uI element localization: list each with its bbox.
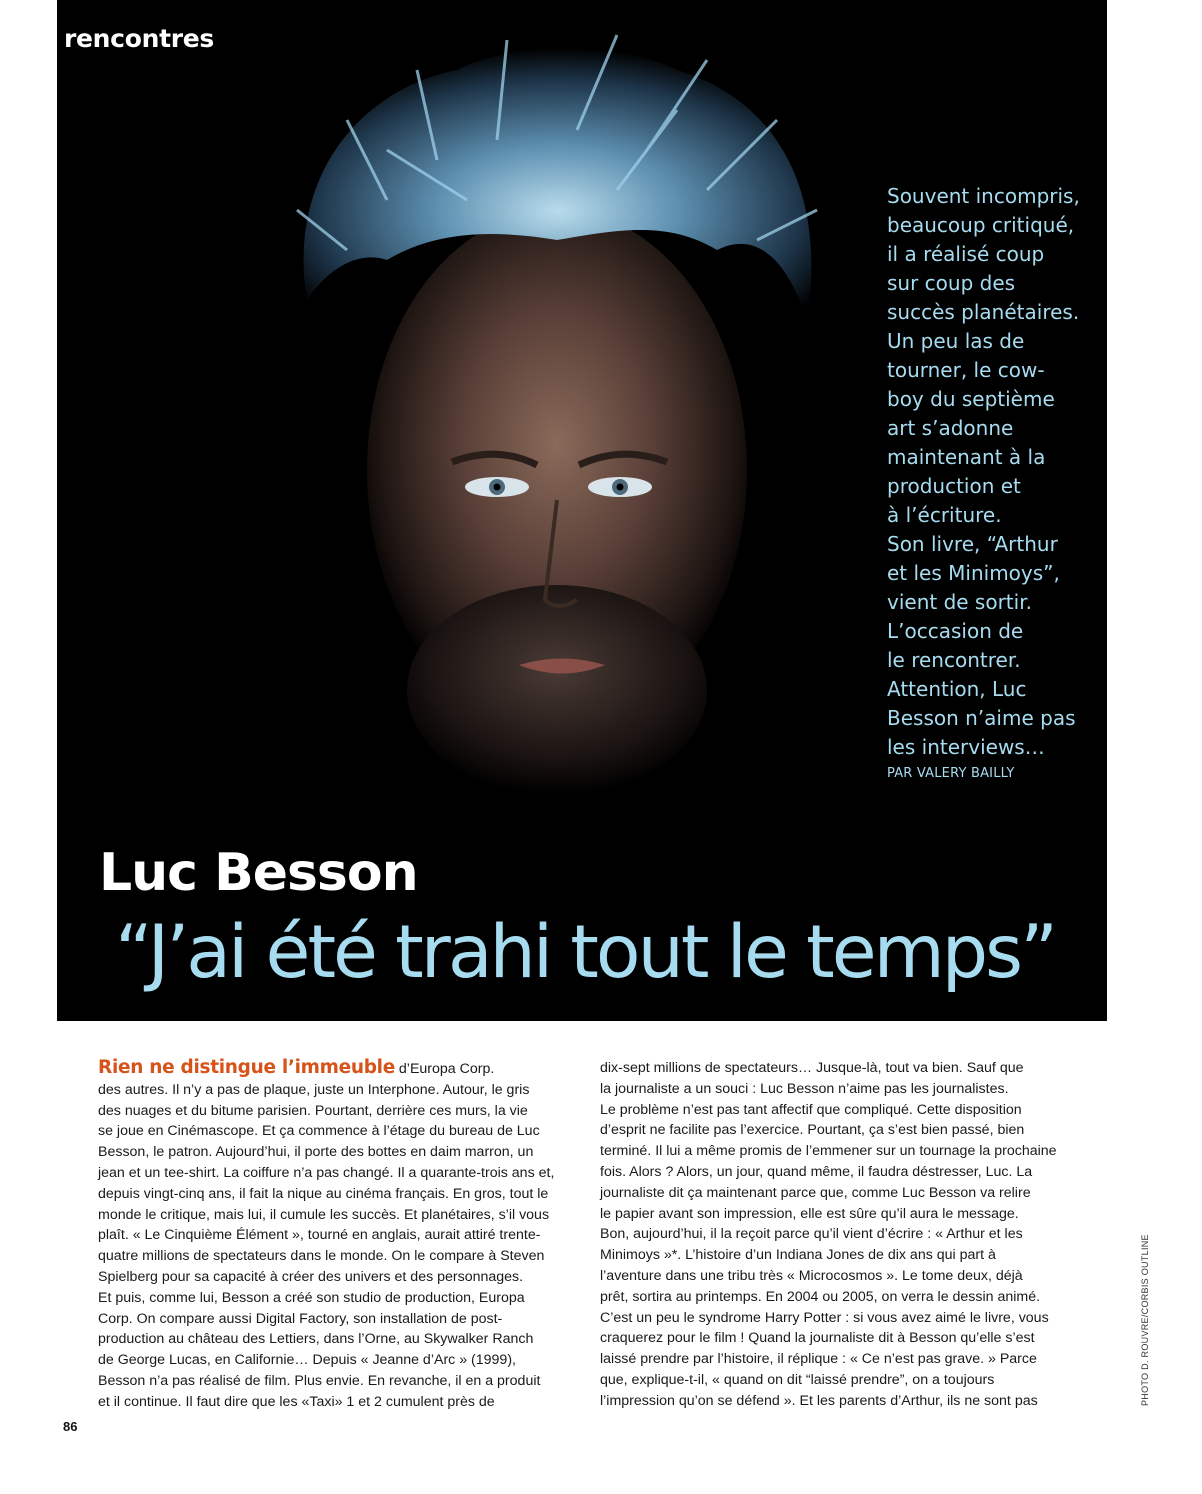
intro-line: art s’adonne [887,416,1014,440]
intro-line: Son livre, “Arthur [887,532,1058,556]
intro-line: Un peu las de [887,329,1025,353]
headline-quote: “J’ai été trahi tout le temps” [115,910,1055,995]
intro-line: L’occasion de [887,619,1024,643]
intro-line: à l’écriture. [887,503,1002,527]
body-line: fois. Alors ? Alors, un jour, quand même, il faudra déstresser, Luc. La [600,1163,1033,1180]
intro-line: production et [887,474,1021,498]
body-line: Besson, le patron. Aujourd’hui, il porte des bottes en daim marron, un [98,1144,534,1161]
intro-line: sur coup des [887,271,1016,295]
body-line: Besson n’a pas réalisé de film. Plus envie. En revanche, il en a produit [98,1372,541,1389]
body-line: journaliste dit ça maintenant parce que, comme Luc Besson va relire [600,1184,1031,1201]
intro-line: le rencontrer. [887,648,1021,672]
intro-line: tourner, le cow- [887,358,1045,382]
intro-text [887,182,1097,762]
intro-line: Souvent incompris, [887,184,1080,208]
lead-text: Rien ne distingue l’immeuble [98,1057,395,1078]
body-line: Le problème n’est pas tant affectif que compliqué. Cette disposition [600,1101,1022,1118]
body-line: Spielberg pour sa capacité à créer des univers et des personnages. [98,1268,524,1285]
body-line: depuis vingt-cinq ans, il fait la nique au cinéma français. En gros, tout le [98,1185,549,1202]
intro-line: et les Minimoys”, [887,561,1060,585]
body-line: se joue en Cinémascope. Et ça commence à l’étage du bureau de Luc [98,1123,540,1140]
body-line: quatre millions de spectateurs dans le monde. On le compare à Steven [98,1248,545,1265]
body-line: le papier avant son impression, elle est sûre qu’il aura le message. [600,1205,1019,1222]
body-line: dix-sept millions de spectateurs… Jusque-là, tout va bien. Sauf que [600,1060,1024,1076]
body-line: monde le critique, mais lui, il cumule les succès. Et planétaires, s’il vous [98,1206,550,1223]
intro-line: maintenant à la [887,445,1046,469]
intro-line: les interviews… [887,735,1045,759]
body-line: Et puis, comme lui, Besson a créé son studio de production, Europa [98,1289,525,1306]
intro-line: il a réalisé coup [887,242,1045,266]
intro-line: Besson n’aime pas [887,706,1076,730]
body-line: la journaliste a un souci : Luc Besson n’aime pas les journalistes. [600,1080,1009,1097]
intro-line: Attention, Luc [887,677,1027,701]
photo-credit [1128,1216,1150,1406]
intro-line: boy du septième [887,387,1055,411]
lead-rest: d’Europa Corp. [394,1061,495,1077]
body-line: que, explique-t-il, « quand on dit “laissé prendre”, on a toujours [600,1371,995,1388]
intro-line: vient de sortir. [887,590,1032,614]
article-column-right [600,1058,1057,1412]
photo-credit-text: PHOTO D. ROUVRE/CORBIS OUTLINE [1140,1234,1150,1406]
page-number: 86 [63,1419,78,1434]
body-line: l’aventure dans une tribu très « Microcosmos ». Le tome deux, déjà [600,1267,1023,1284]
body-line: C’est un peu le syndrome Harry Potter : si vous avez aimé le livre, vous [600,1309,1049,1326]
article-column-left [98,1057,555,1413]
body-line: Minimoys »*. L’histoire d’un Indiana Jones de dix ans qui part à [600,1247,996,1264]
body-line: laissé prendre par l’histoire, il réplique : « Ce n’est pas grave. » Parce [600,1351,1037,1368]
body-line: l’impression qu’on se défend ». Et les parents d’Arthur, ils ne sont pas [600,1392,1038,1409]
body-line: et il continue. Il faut dire que les «Taxi» 1 et 2 cumulent près de [98,1393,495,1410]
section-label: rencontres [64,24,214,53]
body-line: production au château des Lettiers, dans l’Orne, au Skywalker Ranch [98,1331,534,1348]
intro-line: beaucoup critiqué, [887,213,1075,237]
lead-line [98,1058,543,1080]
body-line: jean et un tee-shirt. La coiffure n’a pas changé. Il a quarante-trois ans et, [98,1164,555,1181]
body-line: de George Lucas, en Californie… Depuis « Jeanne d’Arc » (1999), [98,1352,516,1369]
body-line: Corp. On compare aussi Digital Factory, son installation de post- [98,1310,503,1327]
body-line: prêt, sortira au printemps. En 2004 ou 2005, on verra le dessin animé. [600,1288,1041,1305]
body-line: Bon, aujourd’hui, il la reçoit parce qu’il vient d’écrire : « Arthur et les [600,1226,1023,1243]
cover-photo-block [57,0,1107,1021]
headline-name: Luc Besson [99,843,418,903]
body-line: des nuages et du bitume parisien. Pourtant, derrière ces murs, la vie [98,1102,528,1119]
body-line: des autres. Il n’y a pas de plaque, juste un Interphone. Autour, le gris [98,1081,530,1098]
body-line: plaît. « Le Cinquième Élément », tourné en anglais, aurait attiré trente- [98,1227,541,1244]
byline: PAR VALERY BAILLY [887,766,1015,781]
intro-line: succès planétaires. [887,300,1080,324]
body-line: d’esprit ne facilite pas l’exercice. Pourtant, ça s’est bien passé, bien [600,1122,1025,1139]
body-line: terminé. Il lui a même promis de l’emmener sur un tournage la prochaine [600,1143,1057,1160]
body-line: craquerez pour le film ! Quand la journaliste dit à Besson qu’elle s’est [600,1330,1035,1347]
